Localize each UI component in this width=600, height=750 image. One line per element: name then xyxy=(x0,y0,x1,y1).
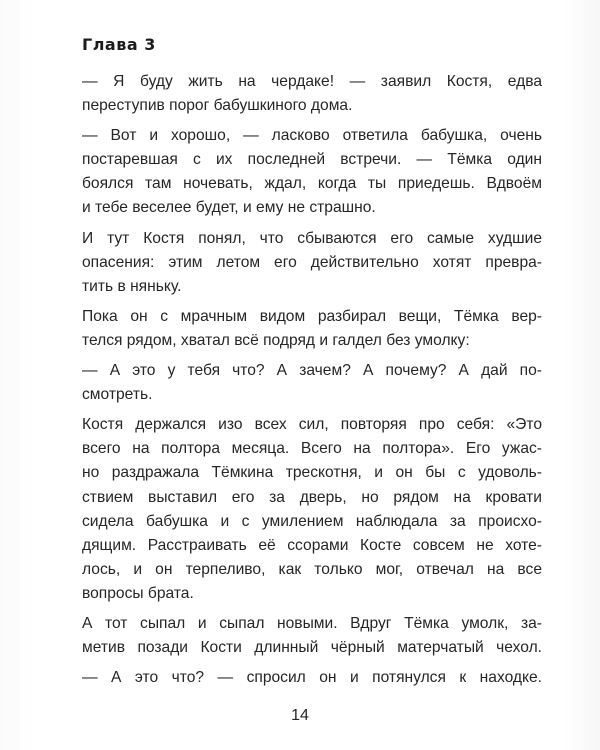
text-line: И тут Костя понял, что сбываются его самые худшие xyxy=(82,229,542,247)
text-line: лось, и он терпеливо, как только мог, отвечал на все xyxy=(82,560,542,578)
text-line: тить в няньку. xyxy=(82,277,182,295)
text-line: опасения: этим летом его действительно хотят превра- xyxy=(82,253,542,271)
body-text xyxy=(82,70,542,696)
page-number: 14 xyxy=(291,707,309,724)
text-line: дящим. Расстраивать её ссорами Косте совсем не хоте- xyxy=(82,536,542,554)
text-line: вопросы брата. xyxy=(82,584,194,602)
text-line: метив позади Кости длинный чёрный матерчатый чехол. xyxy=(82,639,542,657)
text-line: переступив порог бабушкиного дома. xyxy=(82,97,353,115)
text-line: — Вот и хорошо, — ласково ответила бабушка, очень xyxy=(82,127,542,145)
text-line: всего на полтора месяца. Всего на полтора». Его ужас- xyxy=(82,440,542,458)
paragraph xyxy=(82,305,542,353)
text-line: сидела бабушка и с умилением наблюдала за происхо- xyxy=(82,512,542,530)
text-line: — А это у тебя что? А зачем? А почему? А дай по- xyxy=(82,362,542,380)
paragraph xyxy=(82,359,542,407)
chapter-title: Глава 3 xyxy=(82,35,156,54)
text-line: — А это что? — спросил он и потянулся к находке. xyxy=(82,669,542,687)
text-line: Костя держался изо всех сил, повторяя про себя: «Это xyxy=(82,416,542,434)
text-line: ствием выставил его за дверь, но рядом на кровати xyxy=(82,488,542,506)
text-line: и тебе веселее будет, и ему не страшно. xyxy=(82,199,376,217)
paragraph xyxy=(82,612,542,660)
text-line: Пока он с мрачным видом разбирал вещи, Тёмка вер- xyxy=(82,307,542,325)
text-line: постаревшая с их последней встречи. — Тёмка один xyxy=(82,151,542,169)
text-line: смотреть. xyxy=(82,386,153,404)
paragraph xyxy=(82,70,542,118)
paragraph xyxy=(82,666,542,690)
text-line: — Я буду жить на чердаке! — заявил Костя, едва xyxy=(82,73,542,90)
text-line: А тот сыпал и сыпал новыми. Вдруг Тёмка умолк, за- xyxy=(82,614,542,632)
text-line: но раздражала Тёмкина трескотня, и он бы с удоволь- xyxy=(82,464,542,482)
text-line: телся рядом, хватал всё подряд и галдел без умолку: xyxy=(82,331,470,349)
paragraph xyxy=(82,124,542,220)
text-line: боялся там ночевать, ждал, когда ты приедешь. Вдвоём xyxy=(82,175,542,193)
paragraph xyxy=(82,227,542,299)
paragraph xyxy=(82,413,542,606)
